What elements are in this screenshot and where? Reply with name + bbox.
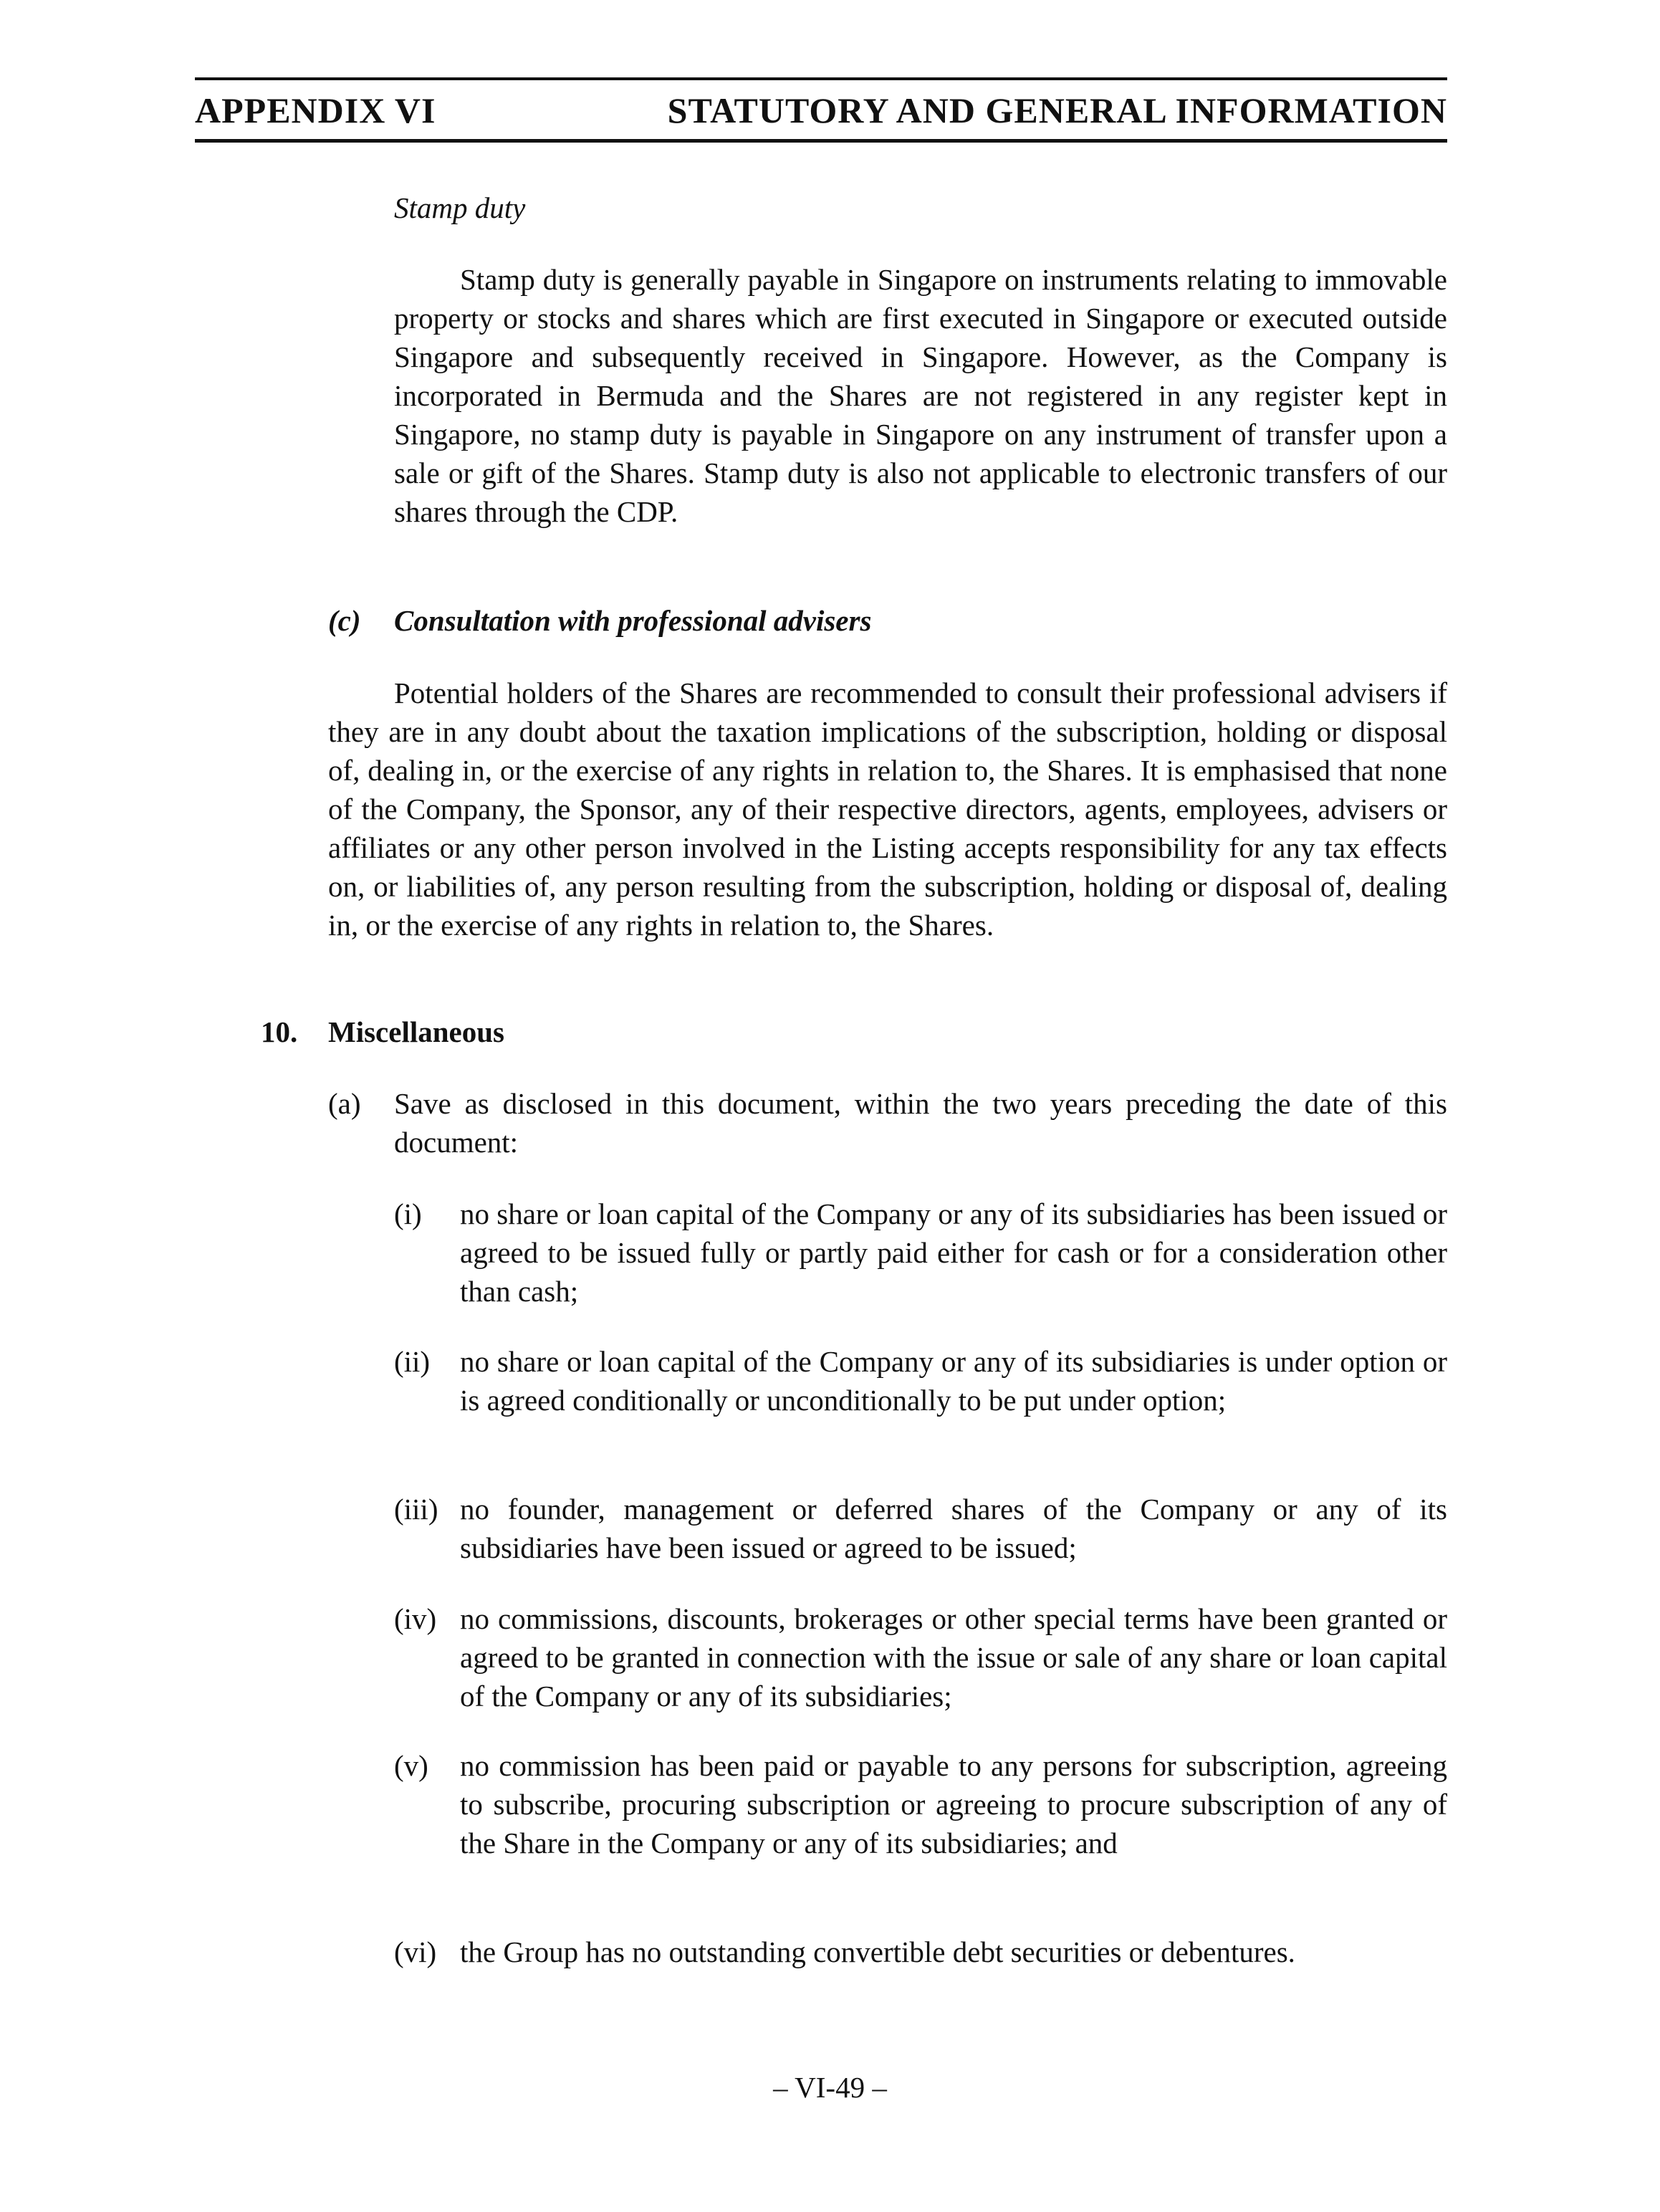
section-c-heading: Consultation with professional advisers xyxy=(394,604,872,637)
subitem-iv-label: (iv) xyxy=(394,1602,437,1635)
section-c-label: (c) xyxy=(328,604,361,637)
subitem-vi-text: the Group has no outstanding convertible debt securities or debentures. xyxy=(460,1935,1295,1968)
page-number: – VI-49 – xyxy=(773,2071,887,2104)
section-10-heading: Miscellaneous xyxy=(328,1015,504,1048)
consultation-paragraph: Potential holders of the Shares are recommended to consult their professional advisers if they are in any doubt about the taxation implications of the subscription, holding or disposal of, dealing in, or the exercise of any rights in relation to, the Shares. It is emphasised that none of the Company, the Sponsor, any of their respective directors, agents, employees, advisers or affiliates or any other person involved in the Listing accepts responsibility for any tax effects on, or liabilities of, any person resulting from the subscription, holding or disposal of, dealing in, or the exercise of any rights in relation to, the Shares. xyxy=(328,676,1447,942)
item-a-label: (a) xyxy=(328,1087,361,1120)
section-10-number: 10. xyxy=(261,1015,298,1048)
header-top-rule xyxy=(195,77,1447,80)
subitem-ii-label: (ii) xyxy=(394,1345,431,1378)
header-right-title: STATUTORY AND GENERAL INFORMATION xyxy=(667,90,1447,130)
subitem-i-label: (i) xyxy=(394,1197,422,1230)
item-a-text: Save as disclosed in this document, within the two years preceding the date of this document: xyxy=(394,1087,1447,1159)
stamp-duty-heading: Stamp duty xyxy=(394,191,526,224)
subitem-iii-label: (iii) xyxy=(394,1493,438,1526)
header-bottom-rule xyxy=(195,139,1447,143)
header-left-title: APPENDIX VI xyxy=(195,90,436,130)
subitem-i-text: no share or loan capital of the Company or any of its subsidiaries has been issued or agreed to be issued fully or partly paid either for cash or for a consideration other than cash; xyxy=(460,1197,1447,1308)
subitem-iv-text: no commissions, discounts, brokerages or other special terms have been granted or agreed to be granted in connection with the issue or sale of any share or loan capital of the Company or any of its subsidiaries; xyxy=(460,1602,1447,1713)
subitem-v-label: (v) xyxy=(394,1749,428,1782)
stamp-duty-paragraph: Stamp duty is generally payable in Singapore on instruments relating to immovable property or stocks and shares which are first executed in Singapore or executed outside Singapore and subsequently received in Singapore. However, as the Company is incorporated in Bermuda and the Shares are not registered in any register kept in Singapore, no stamp duty is payable in Singapore on any instrument of transfer upon a sale or gift of the Shares. Stamp duty is also not applicable to electronic transfers of our shares through the CDP. xyxy=(394,263,1447,528)
subitem-v-text: no commission has been paid or payable to any persons for subscription, agreeing to subscribe, procuring subscription or agreeing to procure subscription of any of the Share in the Company or any of its subsidiaries; and xyxy=(460,1749,1447,1859)
subitem-iii-text: no founder, management or deferred shares of the Company or any of its subsidiaries have been issued or agreed to be issued; xyxy=(460,1493,1447,1564)
subitem-vi-label: (vi) xyxy=(394,1935,437,1968)
subitem-ii-text: no share or loan capital of the Company or any of its subsidiaries is under option or is agreed conditionally or unconditionally to be put under option; xyxy=(460,1345,1447,1417)
